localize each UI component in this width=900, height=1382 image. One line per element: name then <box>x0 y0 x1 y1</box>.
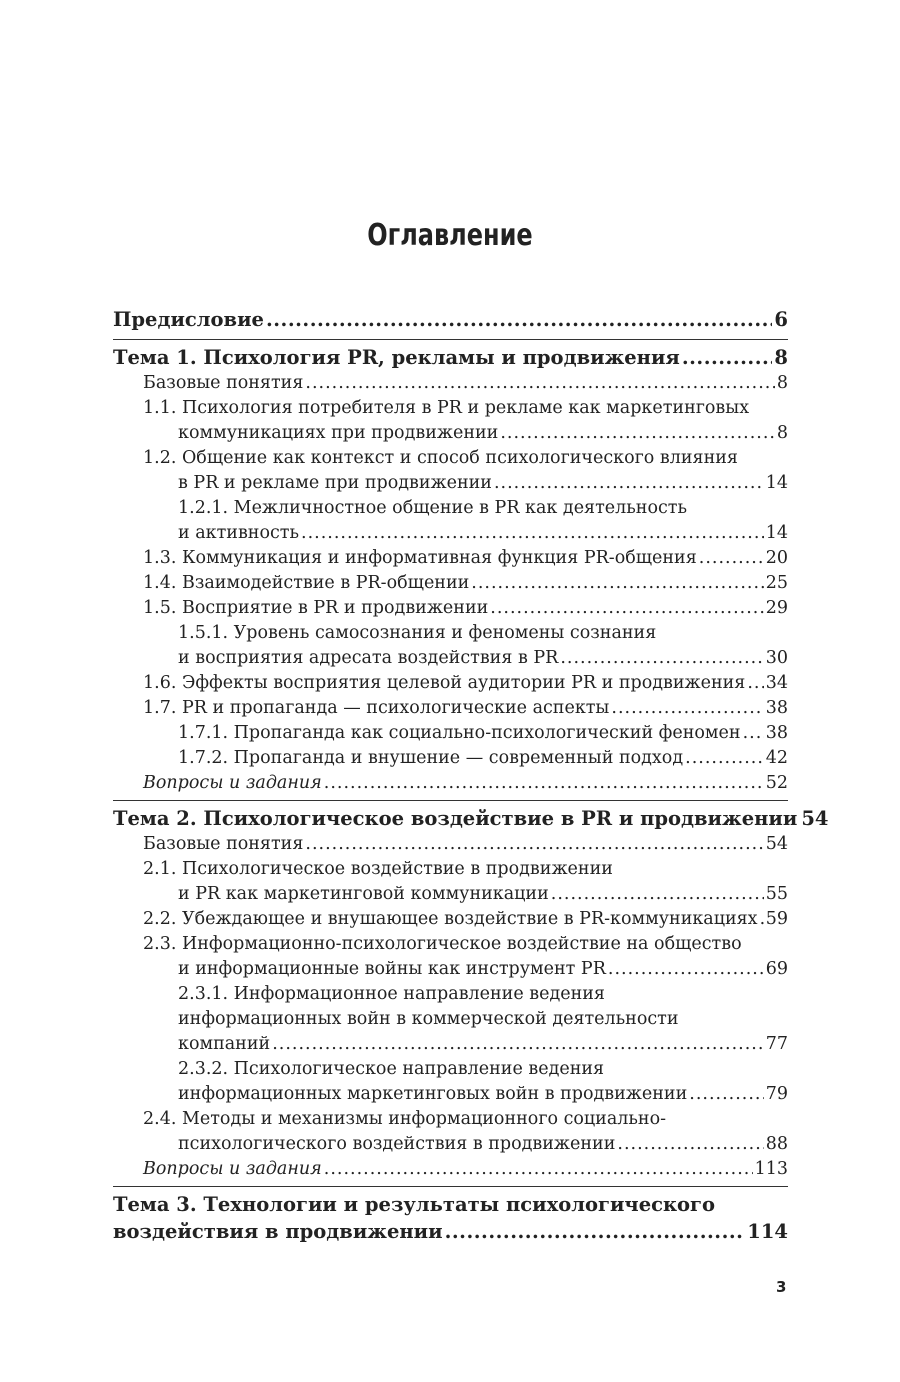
toc-entry-title: 1.6. Эффекты восприятия целевой аудитории PR и продвижения <box>143 673 746 693</box>
toc-entry-page: 25 <box>765 573 788 593</box>
toc-entry-title: 2.4. Методы и механизмы информационного социально- <box>143 1109 667 1129</box>
leader-dots <box>760 907 764 932</box>
toc-entry-title: Вопросы и задания <box>143 1159 322 1179</box>
toc-entry-title-cont: информационных маркетинговых войн в продвижении <box>178 1084 688 1104</box>
toc-entry-title: Вопросы и задания <box>143 773 322 793</box>
leader-dots <box>272 1032 764 1057</box>
toc-entry-title: 2.3. Информационно-психологическое воздействие на общество <box>143 934 742 954</box>
toc-entry-page: 8 <box>774 346 788 369</box>
toc-entry-title: 1.7. PR и пропаганда — психологические аспекты <box>143 698 610 718</box>
leader-dots <box>689 1082 763 1107</box>
section-divider <box>113 339 788 340</box>
table-of-contents <box>113 306 829 1245</box>
toc-entry-1-5-1[interactable] <box>113 621 788 671</box>
toc-entry-page: 20 <box>765 548 788 568</box>
toc-entry-title: 2.3.1. Информационное направление ведения <box>178 984 605 1004</box>
toc-entry-page: 69 <box>765 959 788 979</box>
toc-entry-title: 1.3. Коммуникация и информативная функция PR-общения <box>143 548 697 568</box>
toc-entry-topic-2[interactable] <box>113 805 829 832</box>
toc-entry-topic2-questions[interactable] <box>113 1157 788 1182</box>
toc-entry-page: 6 <box>774 308 788 331</box>
toc-entry-title: 1.5. Восприятие в PR и продвижении <box>143 598 489 618</box>
toc-entry-title: 1.7.1. Пропаганда как социально-психологический феномен <box>178 723 741 743</box>
toc-entry-title: Базовые понятия <box>143 373 304 393</box>
toc-entry-title: 1.5.1. Уровень самосознания и феномены сознания <box>178 623 657 643</box>
toc-entry-title: 2.2. Убеждающее и внушающее воздействие в PR-коммуникациях <box>143 909 758 929</box>
toc-entry-page: 8 <box>776 423 788 443</box>
page-title: Оглавление <box>367 218 533 253</box>
toc-entry-1-2-1[interactable] <box>113 496 788 546</box>
toc-entry-1-3[interactable] <box>113 546 788 571</box>
toc-entry-title-cont: воздействия в продвижении <box>113 1220 443 1243</box>
leader-dots <box>324 771 764 796</box>
toc-entry-title: Тема 3. Технологии и результаты психологического <box>113 1193 716 1216</box>
toc-entry-1-7-1[interactable] <box>113 721 788 746</box>
toc-entry-topic2-basic[interactable] <box>113 832 788 857</box>
toc-entry-page: 54 <box>801 807 829 830</box>
leader-dots <box>266 306 772 333</box>
toc-entry-page: 113 <box>754 1159 788 1179</box>
toc-entry-page: 114 <box>747 1220 788 1243</box>
toc-entry-1-1[interactable] <box>113 396 788 446</box>
toc-entry-page: 14 <box>765 523 788 543</box>
toc-entry-title: 2.3.2. Психологическое направление ведения <box>178 1059 605 1079</box>
leader-dots <box>445 1218 746 1245</box>
leader-dots <box>685 746 764 771</box>
leader-dots <box>324 1157 753 1182</box>
toc-entry-page: 29 <box>765 598 788 618</box>
toc-entry-1-7[interactable] <box>113 696 788 721</box>
leader-dots <box>743 721 764 746</box>
toc-entry-2-3-1[interactable] <box>113 982 788 1057</box>
leader-dots <box>699 546 764 571</box>
toc-entry-title: Тема 2. Психологическое воздействие в PR и продвижении <box>113 807 798 830</box>
toc-entry-page: 52 <box>765 773 788 793</box>
toc-entry-title: Базовые понятия <box>143 834 304 854</box>
toc-entry-title: 2.1. Психологическое воздействие в продвижении <box>143 859 613 879</box>
toc-entry-title-cont: информационных войн в коммерческой деятельности <box>178 1009 679 1029</box>
leader-dots <box>500 421 775 446</box>
toc-entry-title-cont: и информационные войны как инструмент PR <box>178 959 606 979</box>
toc-entry-title-cont: компаний <box>178 1034 271 1054</box>
toc-entry-page: 42 <box>765 748 788 768</box>
toc-entry-page: 8 <box>776 373 788 393</box>
toc-entry-preface[interactable] <box>113 306 788 333</box>
leader-dots <box>747 671 763 696</box>
leader-dots <box>301 521 764 546</box>
toc-entry-topic-1[interactable] <box>113 344 788 371</box>
leader-dots <box>305 832 763 857</box>
toc-entry-title: Предисловие <box>113 308 264 331</box>
leader-dots <box>551 882 764 907</box>
toc-entry-title: 1.4. Взаимодействие в PR-общении <box>143 573 470 593</box>
leader-dots <box>608 957 764 982</box>
toc-entry-2-3[interactable] <box>113 932 788 982</box>
section-divider <box>113 800 788 801</box>
toc-entry-page: 77 <box>765 1034 788 1054</box>
leader-dots <box>305 371 774 396</box>
leader-dots <box>617 1132 763 1157</box>
toc-entry-title-cont: и PR как маркетинговой коммуникации <box>178 884 549 904</box>
toc-entry-2-3-2[interactable] <box>113 1057 788 1107</box>
toc-entry-title: 1.7.2. Пропаганда и внушение — современный подход <box>178 748 684 768</box>
toc-entry-topic1-basic[interactable] <box>113 371 788 396</box>
toc-entry-topic-3[interactable] <box>113 1191 788 1245</box>
leader-dots <box>560 646 763 671</box>
toc-entry-page: 54 <box>765 834 788 854</box>
toc-entry-page: 59 <box>765 909 788 929</box>
toc-entry-page: 30 <box>765 648 788 668</box>
toc-entry-2-1[interactable] <box>113 857 788 907</box>
toc-entry-page: 38 <box>765 698 788 718</box>
toc-entry-title-cont: и восприятия адресата воздействия в PR <box>178 648 559 668</box>
toc-entry-page: 55 <box>765 884 788 904</box>
toc-entry-2-4[interactable] <box>113 1107 788 1157</box>
toc-entry-title: 1.2.1. Межличностное общение в PR как деятельность <box>178 498 687 518</box>
page-number: 3 <box>776 1278 787 1296</box>
toc-entry-title-cont: в PR и рекламе при продвижении <box>178 473 492 493</box>
leader-dots <box>494 471 764 496</box>
toc-entry-1-4[interactable] <box>113 571 788 596</box>
toc-entry-title: 1.2. Общение как контекст и способ психологического влияния <box>143 448 738 468</box>
toc-entry-page: 38 <box>765 723 788 743</box>
leader-dots <box>682 344 773 371</box>
toc-entry-1-7-2[interactable] <box>113 746 788 771</box>
leader-dots <box>490 596 763 621</box>
toc-entry-2-2[interactable] <box>113 907 788 932</box>
leader-dots <box>471 571 763 596</box>
section-divider <box>113 1186 788 1187</box>
toc-entry-title-cont: и активность <box>178 523 300 543</box>
toc-entry-title: Тема 1. Психология PR, рекламы и продвижения <box>113 346 680 369</box>
toc-entry-page: 88 <box>765 1134 788 1154</box>
toc-entry-title-cont: психологического воздействия в продвижении <box>178 1134 616 1154</box>
toc-entry-1-6[interactable] <box>113 671 788 696</box>
toc-entry-page: 34 <box>765 673 788 693</box>
toc-entry-title: 1.1. Психология потребителя в PR и рекламе как маркетинговых <box>143 398 750 418</box>
toc-entry-page: 14 <box>765 473 788 493</box>
toc-entry-1-5[interactable] <box>113 596 788 621</box>
toc-entry-topic1-questions[interactable] <box>113 771 788 796</box>
leader-dots <box>611 696 763 721</box>
toc-entry-page: 79 <box>765 1084 788 1104</box>
toc-entry-title-cont: коммуникациях при продвижении <box>178 423 499 443</box>
toc-entry-1-2[interactable] <box>113 446 788 496</box>
